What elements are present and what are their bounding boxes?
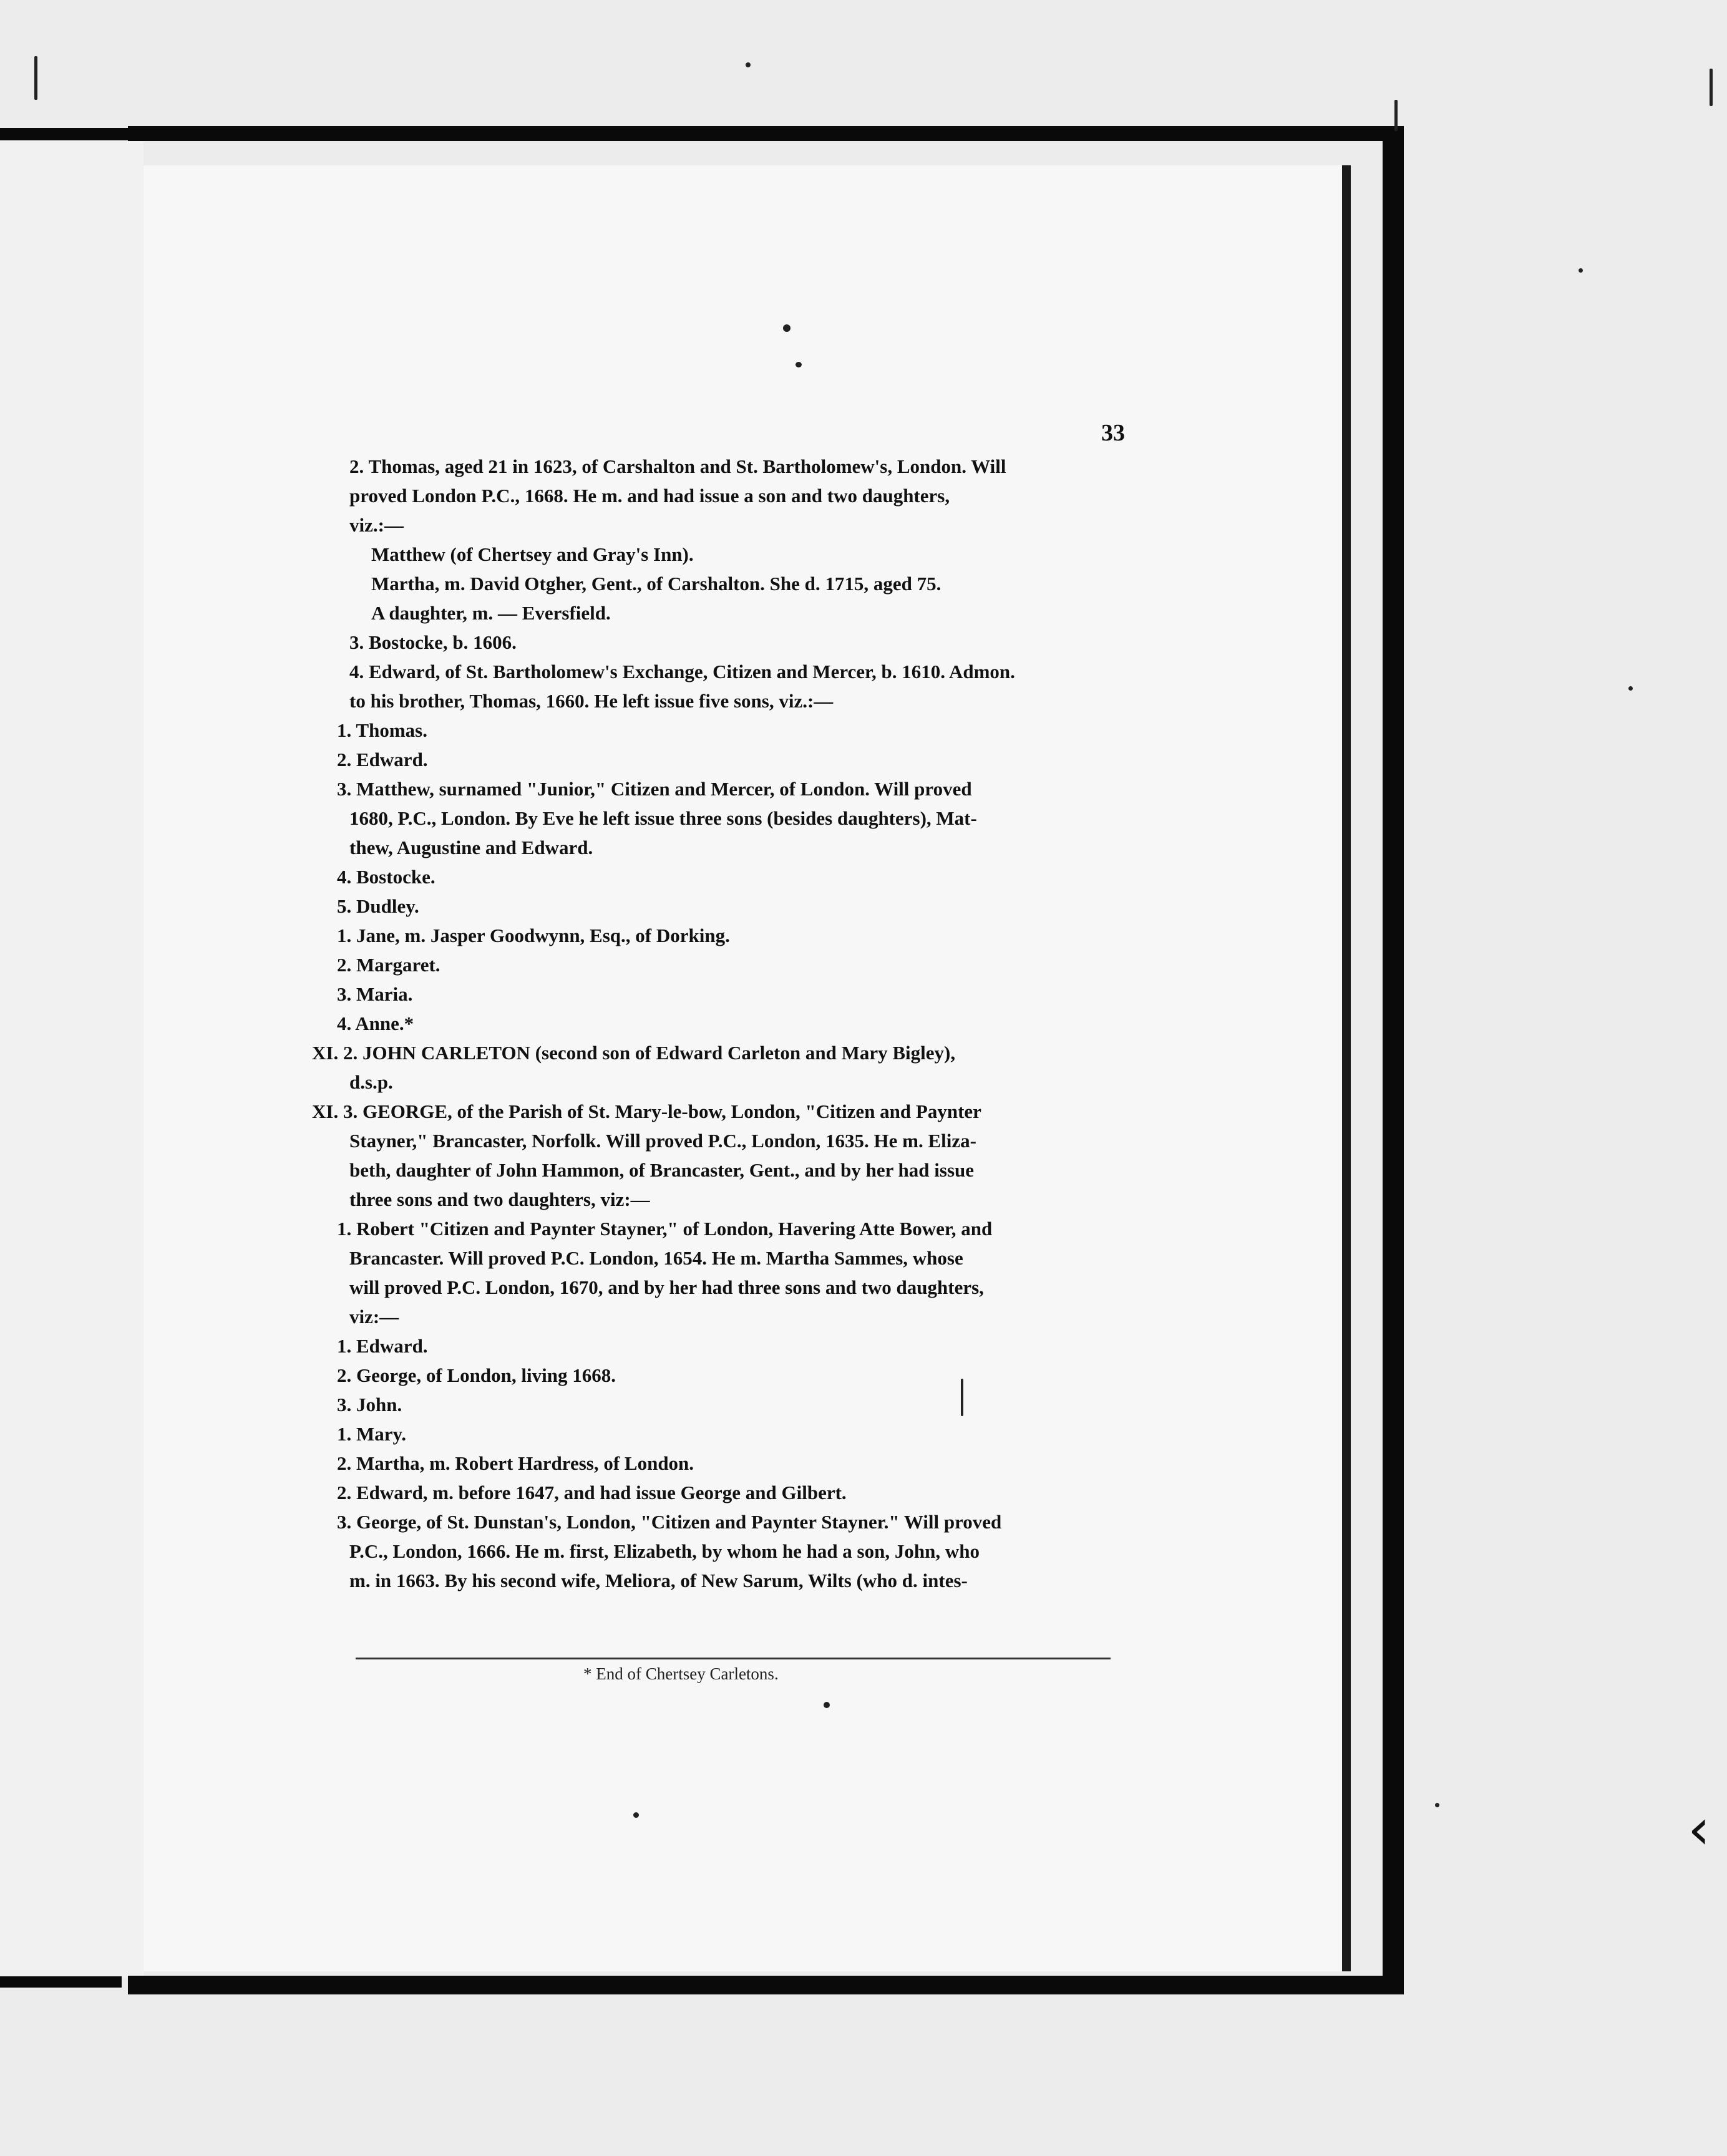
text-line: 2. Edward, m. before 1647, and had issue George and Gilbert.	[337, 1482, 847, 1503]
scan-speck	[961, 1379, 963, 1416]
text-line: 3. John.	[337, 1394, 402, 1415]
text-line: 1680, P.C., London. By Eve he left issue three sons (besides daughters), Mat-	[349, 807, 977, 829]
text-line: 2. Edward.	[337, 749, 428, 770]
text-line: thew, Augustine and Edward.	[349, 837, 593, 858]
scan-speck	[1579, 268, 1583, 273]
page-number: 33	[1101, 420, 1125, 446]
left-page-rule-top	[0, 128, 140, 140]
footnote-rule	[356, 1658, 1111, 1659]
text-line: 3. Maria.	[337, 983, 413, 1005]
text-line: A daughter, m. — Eversfield.	[371, 602, 611, 624]
text-line: will proved P.C. London, 1670, and by her had three sons and two daughters,	[349, 1276, 984, 1298]
scan-speck	[783, 324, 791, 332]
text-line: 1. Thomas.	[337, 719, 427, 741]
text-line: 2. Thomas, aged 21 in 1623, of Carshalton and St. Bartholomew's, London. Will	[349, 455, 1006, 477]
text-line: viz:—	[349, 1306, 399, 1328]
left-page-rule-bottom	[0, 1976, 122, 1988]
text-line: 4. Anne.*	[337, 1012, 414, 1034]
scan-speck	[795, 362, 802, 367]
scan-speck	[746, 62, 751, 67]
text-line: d.s.p.	[349, 1071, 393, 1093]
text-line: three sons and two daughters, viz:—	[349, 1188, 650, 1210]
scan-speck	[1628, 686, 1633, 691]
left-page-edge	[0, 140, 144, 1978]
text-line: XI. 2. JOHN CARLETON (second son of Edward Carleton and Mary Bigley),	[312, 1042, 956, 1064]
text-line: 1. Edward.	[337, 1335, 428, 1357]
text-line: Martha, m. David Otgher, Gent., of Carshalton. She d. 1715, aged 75.	[371, 573, 941, 595]
scan-speck	[1710, 69, 1713, 106]
text-line: 3. Matthew, surnamed "Junior," Citizen and Mercer, of London. Will proved	[337, 778, 972, 800]
text-line: XI. 3. GEORGE, of the Parish of St. Mary-le-bow, London, "Citizen and Paynter	[312, 1100, 981, 1122]
text-line: Matthew (of Chertsey and Gray's Inn).	[371, 543, 694, 565]
text-line: 3. Bostocke, b. 1606.	[349, 631, 517, 653]
scan-mark: ‹	[1688, 1797, 1710, 1862]
text-line: 1. Robert "Citizen and Paynter Stayner," of London, Havering Atte Bower, and	[337, 1218, 993, 1240]
body-text	[312, 452, 1136, 1595]
scan-speck	[633, 1812, 639, 1818]
footnote: * End of Chertsey Carletons.	[583, 1664, 779, 1683]
text-line: 5. Dudley.	[337, 895, 419, 917]
text-line: viz.:—	[349, 514, 404, 536]
text-line: 4. Bostocke.	[337, 866, 435, 888]
text-line: proved London P.C., 1668. He m. and had issue a son and two daughters,	[349, 485, 950, 507]
text-line: 1. Mary.	[337, 1423, 407, 1445]
scan-speck	[1435, 1803, 1439, 1807]
scan-speck	[34, 56, 37, 100]
text-line: Brancaster. Will proved P.C. London, 1654. He m. Martha Sammes, whose	[349, 1247, 963, 1269]
text-line: 2. George, of London, living 1668.	[337, 1364, 616, 1386]
scan-speck	[1394, 100, 1398, 131]
scan-speck	[824, 1702, 830, 1708]
text-line: 4. Edward, of St. Bartholomew's Exchange, Citizen and Mercer, b. 1610. Admon.	[349, 661, 1015, 682]
text-line: Stayner," Brancaster, Norfolk. Will proved P.C., London, 1635. He m. Eliza-	[349, 1130, 976, 1152]
text-line: 3. George, of St. Dunstan's, London, "Citizen and Paynter Stayner." Will proved	[337, 1511, 1002, 1533]
text-line: beth, daughter of John Hammon, of Brancaster, Gent., and by her had issue	[349, 1159, 975, 1181]
text-line: to his brother, Thomas, 1660. He left issue five sons, viz.:—	[349, 690, 834, 712]
text-line: 2. Margaret.	[337, 954, 440, 976]
text-line: P.C., London, 1666. He m. first, Elizabeth, by whom he had a son, John, who	[349, 1540, 980, 1562]
text-line: 1. Jane, m. Jasper Goodwynn, Esq., of Dorking.	[337, 925, 730, 946]
text-line: 2. Martha, m. Robert Hardress, of London.	[337, 1452, 694, 1474]
text-line: m. in 1663. By his second wife, Meliora, of New Sarum, Wilts (who d. intes-	[349, 1570, 968, 1591]
